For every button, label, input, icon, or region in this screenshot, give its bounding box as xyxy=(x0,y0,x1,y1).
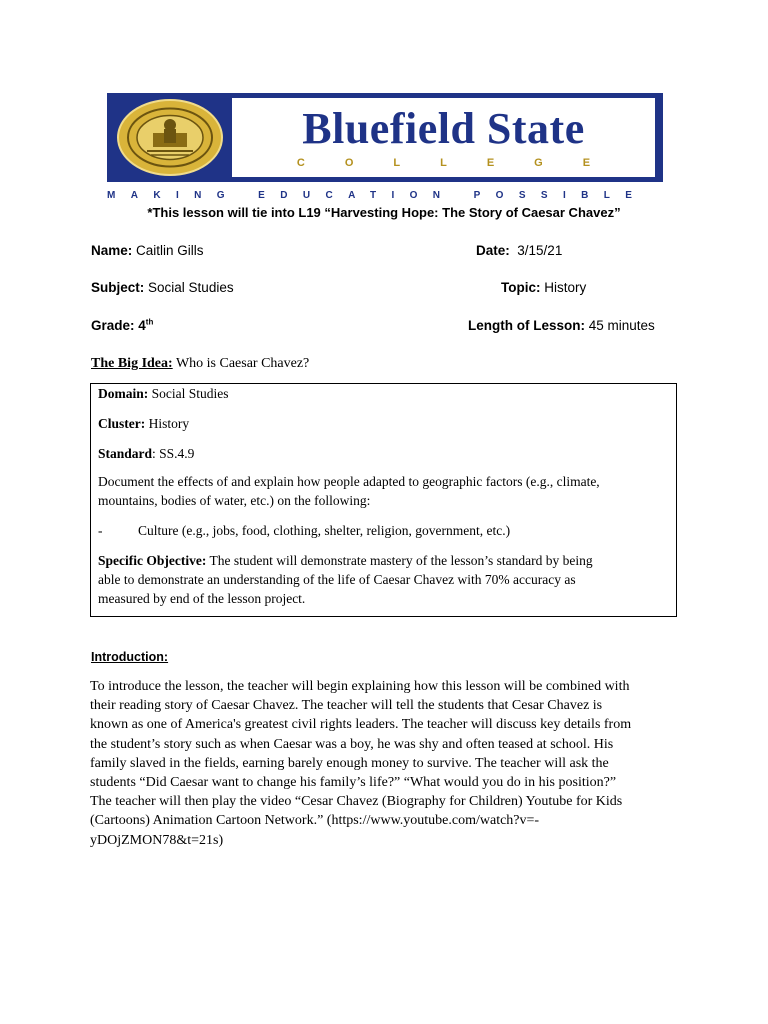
brand-tagline: MAKING EDUCATION POSSIBLE xyxy=(107,190,648,201)
culture-bullet-text: Culture (e.g., jobs, food, clothing, shelter, religion, government, etc.) xyxy=(138,523,511,538)
intro-line: known as one of America's greatest civil rights leaders. The teacher will discuss key details from xyxy=(90,717,632,733)
intro-line: yDOjZMON78&t=21s) xyxy=(90,832,224,848)
objective-line-2: able to demonstrate an understanding of the life of Caesar Chavez with 70% accuracy as xyxy=(98,572,576,587)
topic-label: Topic: xyxy=(501,280,541,295)
topic-field xyxy=(501,280,586,296)
introduction-paragraph xyxy=(90,677,680,850)
intro-line: their reading story of Caesar Chavez. The teacher will tell the students that Cesar Chavez is xyxy=(90,698,603,714)
domain-value: Social Studies xyxy=(151,386,229,401)
domain-label: Domain: xyxy=(98,386,149,401)
document-line-1: Document the effects of and explain how people adapted to geographic factors (e.g., climate, xyxy=(98,474,600,489)
college-seal-icon xyxy=(117,99,223,176)
brand-subtitle: COLLEGE xyxy=(296,157,631,169)
cluster-value: History xyxy=(148,416,190,431)
big-idea xyxy=(91,356,309,372)
subject-value: Social Studies xyxy=(148,280,234,295)
big-idea-value: Who is Caesar Chavez? xyxy=(175,356,310,371)
introduction-heading: Introduction: xyxy=(91,650,169,664)
date-field xyxy=(476,243,562,259)
grade-field xyxy=(91,318,153,334)
name-value: Caitlin Gills xyxy=(136,243,204,258)
lesson-tie-in: *This lesson will tie into L19 “Harvesting Hope: The Story of Caesar Chavez” xyxy=(147,205,621,220)
intro-line: family slaved in the fields, earning barely enough money to survive. The teacher will ask the xyxy=(90,755,609,771)
bullet-dash: - xyxy=(98,523,103,538)
cluster-row xyxy=(98,415,189,434)
length-value: 45 minutes xyxy=(588,318,655,333)
intro-line: (Cartoons) Animation Cartoon Network.” (https://www.youtube.com/watch?v=- xyxy=(90,813,540,829)
date-value: 3/15/21 xyxy=(517,243,563,258)
standard-value: : SS.4.9 xyxy=(152,446,195,461)
college-logo-banner xyxy=(107,93,663,182)
standard-label: Standard xyxy=(98,446,153,461)
name-label: Name: xyxy=(91,243,133,258)
intro-line: The teacher will then play the video “Cesar Chavez (Biography for Children) Youtube for Kids xyxy=(90,794,623,810)
grade-label: Grade: xyxy=(91,318,135,333)
length-label: Length of Lesson: xyxy=(468,318,585,333)
grade-suffix: th xyxy=(145,317,154,327)
name-field xyxy=(91,243,204,259)
standards-box xyxy=(90,383,677,617)
cluster-label: Cluster: xyxy=(98,416,146,431)
subject-label: Subject: xyxy=(91,280,145,295)
brand-name: Bluefield State xyxy=(302,104,585,153)
date-label: Date: xyxy=(476,243,510,258)
intro-line: To introduce the lesson, the teacher will begin explaining how this lesson will be combined with xyxy=(90,679,630,694)
length-field xyxy=(468,318,655,334)
subject-field xyxy=(91,280,234,296)
objective-line-1 xyxy=(98,552,593,571)
objective-text-1: The student will demonstrate mastery of the lesson’s standard by being xyxy=(206,553,593,568)
culture-bullet xyxy=(98,522,510,541)
document-line-2: mountains, bodies of water, etc.) on the following: xyxy=(98,493,371,508)
banner-wordmark-area xyxy=(232,98,655,177)
big-idea-label: The Big Idea: xyxy=(91,356,173,371)
standard-row xyxy=(98,445,194,464)
intro-line: students “Did Caesar want to change his family’s life?” “What would you do in his position?” xyxy=(90,775,617,791)
domain-row xyxy=(98,385,229,404)
objective-label: Specific Objective: xyxy=(98,553,207,568)
objective-line-3: measured by end of the lesson project. xyxy=(98,591,306,606)
intro-line: the student’s story such as when Caesar was a boy, he was shy and often teased at school. His xyxy=(90,736,614,752)
grade-value: 4 xyxy=(138,318,146,333)
topic-value: History xyxy=(544,280,587,295)
